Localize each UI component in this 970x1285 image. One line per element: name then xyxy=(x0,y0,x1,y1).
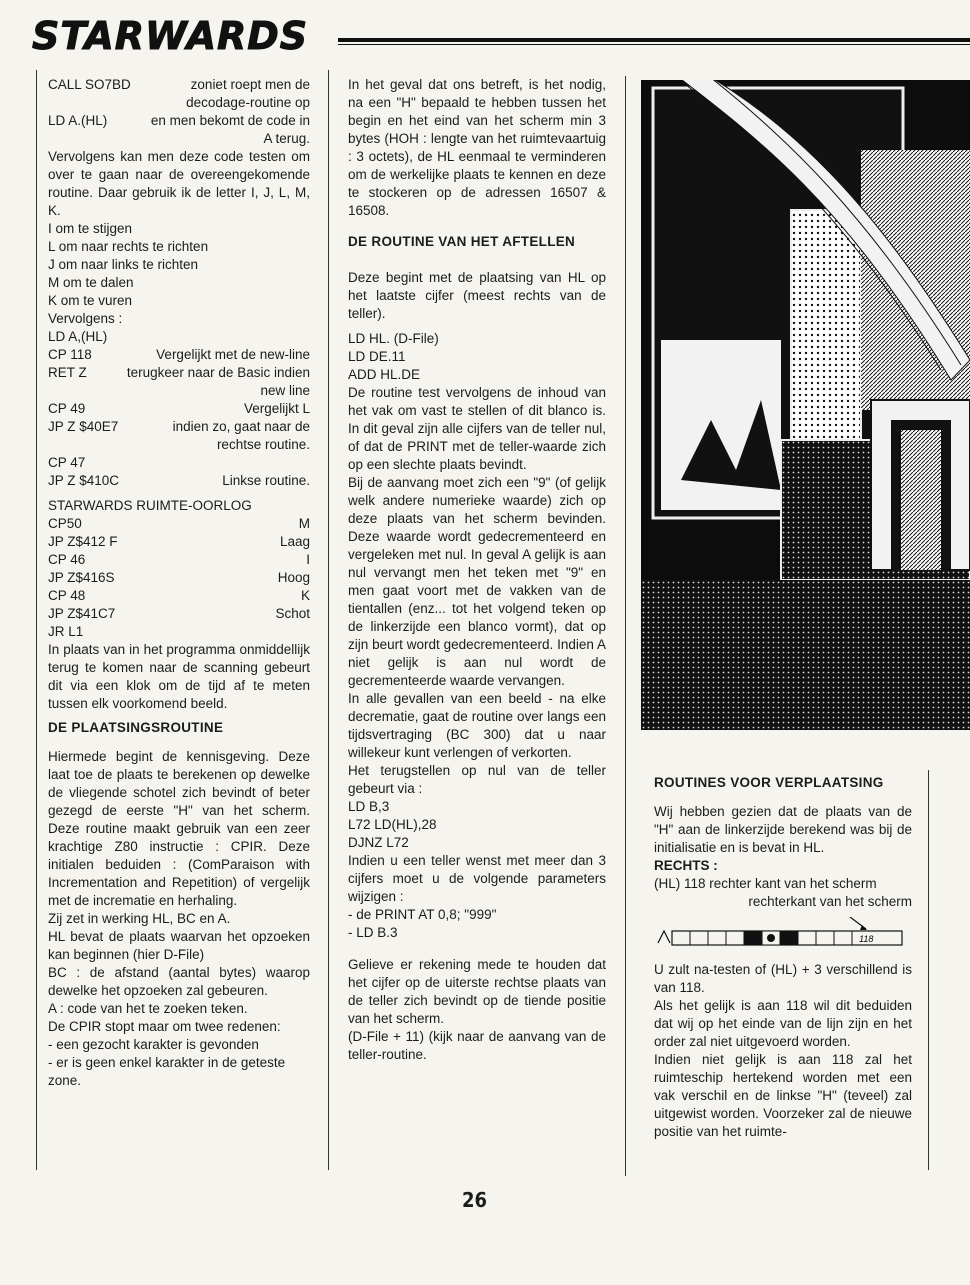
list-line: LD A,(HL) xyxy=(48,329,108,344)
code-line xyxy=(48,400,310,418)
table-row xyxy=(48,587,310,605)
code-comment: zoniet roept men de xyxy=(190,77,310,92)
section-heading: ROUTINES VOOR VERPLAATSING xyxy=(654,775,884,790)
table-row xyxy=(48,551,310,569)
code-line: L72 LD(HL),28 xyxy=(348,817,437,832)
illustration xyxy=(641,80,970,730)
code-comment-cont: A terug. xyxy=(263,131,310,146)
list-line: M om te dalen xyxy=(48,275,134,290)
table-cell: JP Z$416S xyxy=(48,570,115,585)
table-row xyxy=(48,569,310,587)
column-rule-right xyxy=(625,76,626,1176)
paragraph: Deze begint met de plaatsing van HL op het laatste cijfer (meest rechts van de teller). xyxy=(348,270,606,321)
table-row xyxy=(48,623,310,641)
code-comment-cont: rechtse routine. xyxy=(216,437,310,452)
paragraph: De routine test vervolgens de inhoud van het vak om vast te stellen of dit blanco is. In dit geval zijn alle cijfers van de teller nul, of dat de PRINT met de teller-waarde zich op een slechte plaats bevindt. xyxy=(348,385,606,472)
illustration-graphic xyxy=(641,80,970,730)
table-row xyxy=(48,605,310,623)
code-line xyxy=(48,472,310,490)
code-comment: terugkeer naar de Basic indien xyxy=(126,365,310,380)
section-heading: DE PLAATSINGSROUTINE xyxy=(48,720,224,735)
column-2 xyxy=(348,76,606,1064)
code-line xyxy=(48,346,310,364)
code-line: - de PRINT AT 0,8; "999" xyxy=(348,907,497,922)
masthead-rule-thin xyxy=(338,44,970,45)
paragraph: In alle gevallen van een beeld - na elke decrematie, gaat de routine over langs een tijdsvertraging (BC 300) dat u naar willekeur kunt verlengen of verkorten. xyxy=(348,691,606,760)
list-line: J om naar links te richten xyxy=(48,257,199,272)
paragraph: Vervolgens kan men deze code testen om over te gaan naar de overeengekomende routine. Daar gebruik ik de letter I, J, L, M, K. xyxy=(48,149,310,218)
table-row xyxy=(48,515,310,533)
paragraph: Indien u een teller wenst met meer dan 3 cijfers moet u de volgende parameters wijzigen : xyxy=(348,853,606,904)
paragraph: A : code van het te zoeken teken. xyxy=(48,1001,248,1016)
table-cell: Hoog xyxy=(277,570,310,585)
column-rule-far-right xyxy=(928,770,929,1170)
table-cell: Laag xyxy=(279,534,310,549)
paragraph: Zij zet in werking HL, BC en A. xyxy=(48,911,231,926)
code-comment: Vergelijkt L xyxy=(243,401,310,416)
masthead-title: STARWARDS xyxy=(32,14,309,58)
list-line: K om te vuren xyxy=(48,293,133,308)
table-cell: M xyxy=(298,516,310,531)
list-line: Vervolgens : xyxy=(48,311,123,326)
paragraph: U zult na-testen of (HL) + 3 verschillend is van 118. xyxy=(654,962,912,995)
paragraph: Het terugstellen op nul van de teller gebeurt via : xyxy=(348,763,606,796)
list-line: - er is geen enkel karakter in de geteste zone. xyxy=(48,1055,286,1088)
code-line: DJNZ L72 xyxy=(348,835,409,850)
table-cell: CP 48 xyxy=(48,588,86,603)
code-comment: Linkse routine. xyxy=(222,473,310,488)
table-cell: K xyxy=(300,588,310,603)
table-cell: CP 46 xyxy=(48,552,86,567)
paragraph: Bij de aanvang moet zich een "9" (of gelijk welk andere numerieke waarde) zich op deze plaats van het scherm bevinden. Deze waarde wordt gedecrementeerd en vergeleken met nul. In geval A gelijk is aan nul vervangt men het teken met "9" en men gaat voort met de vakken van de tientallen (enz... tot het volgend teken op de linkerzijde een blanco vormt), dat op zijn beurt wordt gedecrementeerd. Indien A niet gelijk is aan nul wordt de gecrementeerde waarde vervangen. xyxy=(348,475,606,688)
code-line: LD DE.11 xyxy=(348,349,406,364)
column-3 xyxy=(654,768,912,1141)
code-comment: en men bekomt de code in xyxy=(150,113,310,128)
paragraph: De CPIR stopt maar om twee redenen: xyxy=(48,1019,281,1034)
table-cell: I xyxy=(306,552,310,567)
paragraph: Hiermede begint de kennisgeving. Deze laat toe de plaats te berekenen op dewelke de vliegende schotel zich bevindt of beter gezegd de eerste "H" van het scherm. Deze routine maakt gebruik van een zeer krachtige Z80 instructie : CPIR. Deze initialen beduiden : (ComParaison with Incrementation and Repetition) of vergelijk met de incrematie en herhaling. xyxy=(48,749,310,908)
code-instruction: JP Z $40E7 xyxy=(48,419,119,434)
code-instruction: RET Z xyxy=(48,365,87,380)
code-instruction: LD A.(HL) xyxy=(48,113,108,128)
code-line xyxy=(48,112,310,130)
code-line: LD HL. (D-File) xyxy=(348,331,439,346)
code-instruction: CP 118 xyxy=(48,347,92,362)
table-cell: JP Z$412 F xyxy=(48,534,118,549)
code-line: LD B,3 xyxy=(348,799,390,814)
screen-line-diagram xyxy=(654,917,912,951)
code-line xyxy=(48,364,310,382)
column-rule-middle xyxy=(328,70,329,1170)
table-cell: JP Z$41C7 xyxy=(48,606,116,621)
section-heading: DE ROUTINE VAN HET AFTELLEN xyxy=(348,234,576,249)
code-instruction: CP 49 xyxy=(48,401,86,416)
diagram-label: 118 xyxy=(859,934,874,944)
table-cell: Schot xyxy=(275,606,310,621)
paragraph: Gelieve er rekening mede te houden dat het cijfer op de uiterste rechtse plaats van de teller zich bevindt op de tiende positie van het scherm. xyxy=(348,957,606,1026)
paragraph: rechterkant van het scherm xyxy=(748,894,912,909)
paragraph: (HL) 118 rechter kant van het scherm xyxy=(654,876,877,891)
section-heading: STARWARDS RUIMTE-OORLOG xyxy=(48,498,252,513)
list-line: I om te stijgen xyxy=(48,221,133,236)
paragraph: Als het gelijk is aan 118 wil dit beduiden dat wij op het einde van de lijn zijn en het order zal niet uitgevoerd worden. xyxy=(654,998,912,1049)
code-line: - LD B.3 xyxy=(348,925,398,940)
code-instruction: JP Z $410C xyxy=(48,473,120,488)
paragraph: HL bevat de plaats waarvan het opzoeken kan beginnen (hier D-File) xyxy=(48,929,310,962)
code-line: ADD HL.DE xyxy=(348,367,421,382)
subheading: RECHTS : xyxy=(654,858,718,873)
code-comment: Vergelijkt met de new-line xyxy=(156,347,310,362)
table-cell: JR L1 xyxy=(48,624,84,639)
list-line: - een gezocht karakter is gevonden xyxy=(48,1037,259,1052)
paragraph: (D-File + 11) (kijk naar de aanvang van de teller-routine. xyxy=(348,1029,606,1062)
table-row xyxy=(48,533,310,551)
paragraph: BC : de afstand (aantal bytes) waarop dewelke het opzoeken zal gebeuren. xyxy=(48,965,310,998)
paragraph: Indien niet gelijk is aan 118 zal het ruimteschip hertekend worden met een vak verschil en de linkse "H" (teveel) zal uitgewist worden. Voorzeker zal de nieuwe positie van het ruimte- xyxy=(654,1052,912,1139)
code-comment: indien zo, gaat naar de xyxy=(172,419,310,434)
code-instruction: CP 47 xyxy=(48,455,86,470)
code-comment-cont: new line xyxy=(260,383,310,398)
table-cell: CP50 xyxy=(48,516,82,531)
code-instruction: CALL SO7BD xyxy=(48,77,131,92)
column-1 xyxy=(48,76,310,1090)
code-comment-cont: decodage-routine op xyxy=(186,95,310,110)
page-number: 26 xyxy=(462,1188,488,1212)
paragraph: In plaats van in het programma onmiddellijk terug te komen naar de scanning gebeurt dit via een klok om de tijd af te meten tussen elk voorkomend beeld. xyxy=(48,642,310,711)
column-rule-left xyxy=(36,70,37,1170)
list-line: L om naar rechts te richten xyxy=(48,239,209,254)
paragraph: In het geval dat ons betreft, is het nodig, na een "H" bepaald te hebben tussen het begin en het eind van het scherm min 3 bytes (HOH : lengte van het ruimtevaartuig : 3 octets), de HL eenmaal te verminderen om de werkelijke plaats te kennen en deze te stockeren op de adressen 16507 & 16508. xyxy=(348,77,606,218)
code-line xyxy=(48,76,310,94)
code-line xyxy=(48,418,310,436)
paragraph: Wij hebben gezien dat de plaats van de "H" aan de linkerzijde berekend was bij de initialisatie en is bevat in HL. xyxy=(654,804,912,855)
screen-diagram xyxy=(654,917,912,951)
masthead-rule xyxy=(338,38,970,42)
